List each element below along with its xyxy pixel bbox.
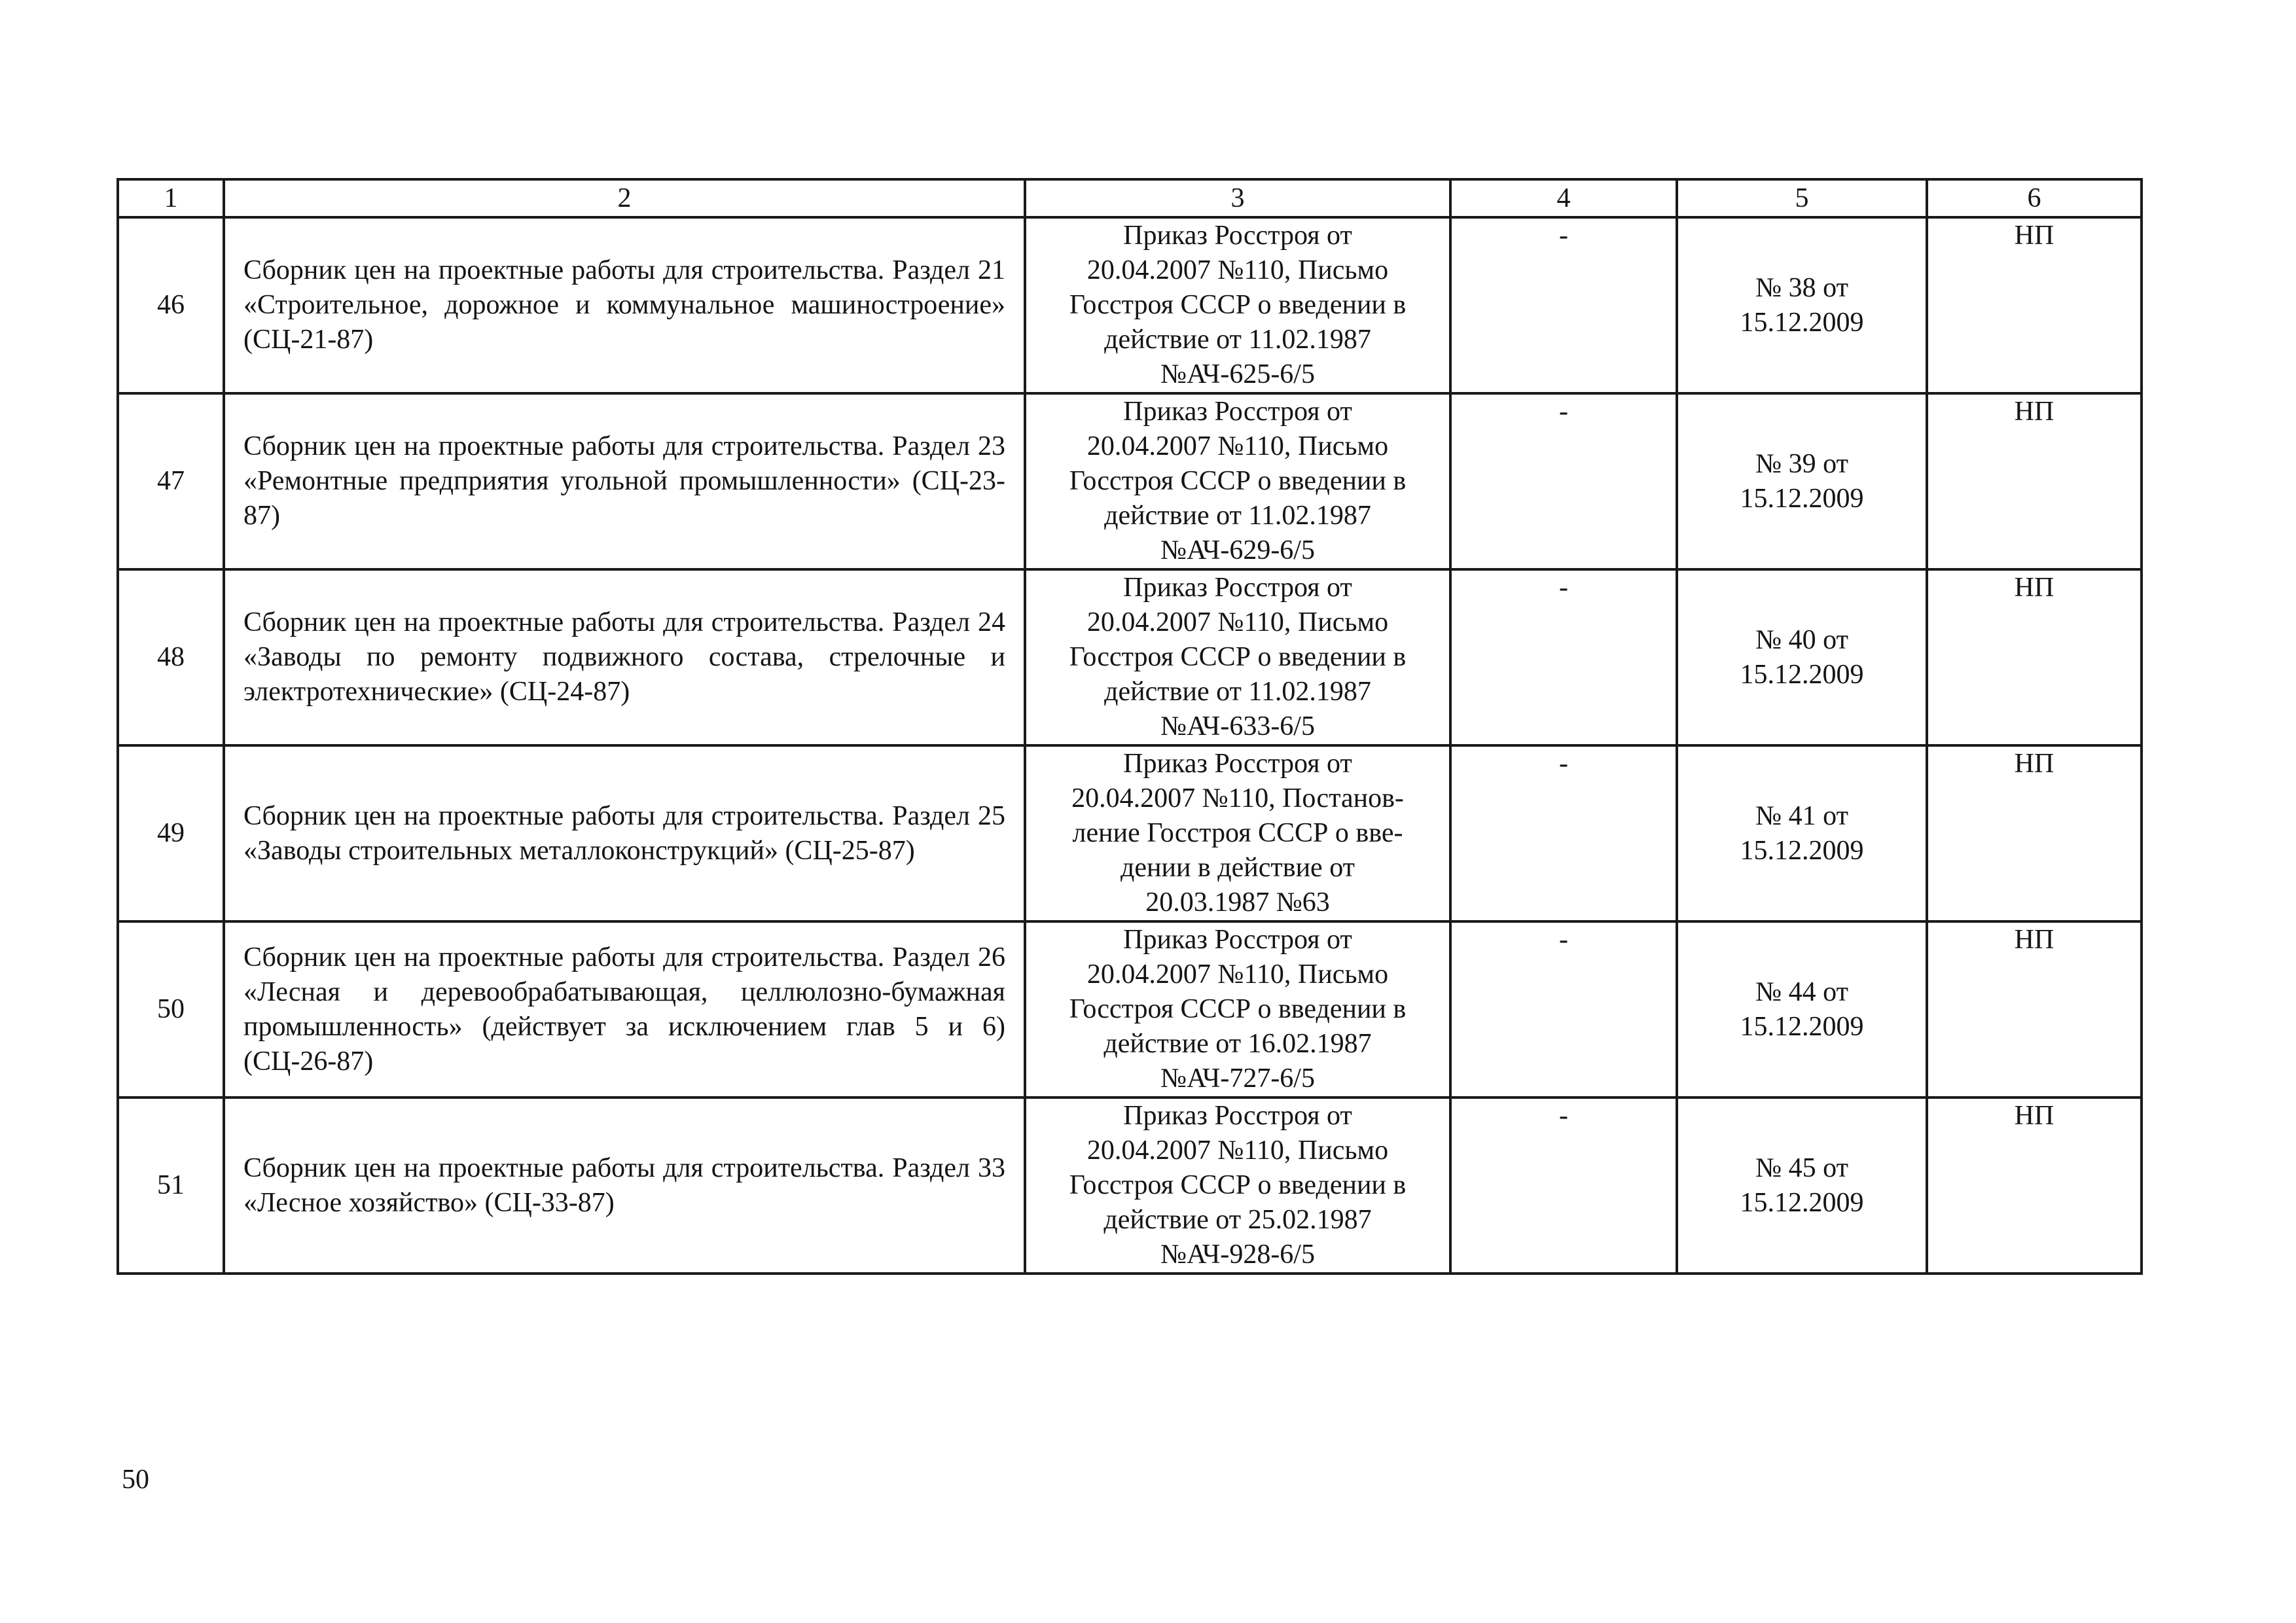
approval-basis-line: Приказ Росстроя от <box>1123 221 1352 251</box>
status-cell: НП <box>1927 921 2142 1097</box>
registration-line: 15.12.2009 <box>1740 1011 1864 1042</box>
document-title-cell <box>224 393 1025 569</box>
registration-cell <box>1677 921 1927 1097</box>
row-number: 50 <box>118 921 224 1097</box>
column-header-6: 6 <box>1927 179 2142 217</box>
registration-cell <box>1677 1097 1927 1274</box>
approval-basis-line: Госстроя СССР о введении в <box>1069 994 1407 1024</box>
registration-line: 15.12.2009 <box>1740 307 1864 338</box>
approval-basis-line: Госстроя СССР о введении в <box>1069 290 1407 320</box>
status-cell: НП <box>1927 569 2142 745</box>
approval-basis-cell <box>1025 745 1450 921</box>
column-4-value: - <box>1450 569 1677 745</box>
table-row <box>118 217 2142 393</box>
approval-basis-line: Приказ Росстроя от <box>1123 397 1352 427</box>
document-title: Сборник цен на проектные работы для строительства. Раздел 21 «Строительное, дорожное и коммунальное машиностроение» (СЦ-21-87) <box>243 255 1005 355</box>
document-title: Сборник цен на проектные работы для строительства. Раздел 25 «Заводы строительных металлоконструкций» (СЦ-25-87) <box>243 800 1005 866</box>
approval-basis-line: действие от 11.02.1987 <box>1104 501 1371 531</box>
approval-basis-line: действие от 16.02.1987 <box>1103 1029 1372 1059</box>
approval-basis-line: №АЧ-625-6/5 <box>1160 359 1315 389</box>
row-number: 46 <box>118 217 224 393</box>
status-cell: НП <box>1927 745 2142 921</box>
status-cell: НП <box>1927 393 2142 569</box>
approval-basis-cell <box>1025 393 1450 569</box>
approval-basis-cell <box>1025 569 1450 745</box>
registration-cell <box>1677 393 1927 569</box>
approval-basis-line: Госстроя СССР о введении в <box>1069 642 1407 672</box>
table-row <box>118 569 2142 745</box>
document-title: Сборник цен на проектные работы для строительства. Раздел 33 «Лесное хозяйство» (СЦ-33-87) <box>243 1152 1005 1218</box>
approval-basis-line: 20.04.2007 №110, Постанов- <box>1071 783 1404 813</box>
approval-basis-cell <box>1025 217 1450 393</box>
document-title: Сборник цен на проектные работы для строительства. Раздел 23 «Ремонтные предприятия угольной промышленности» (СЦ-23-87) <box>243 431 1005 531</box>
column-header-2: 2 <box>224 179 1025 217</box>
status-cell: НП <box>1927 1097 2142 1274</box>
approval-basis-line: Приказ Росстроя от <box>1123 1101 1352 1131</box>
document-title-cell <box>224 569 1025 745</box>
registration-line: 15.12.2009 <box>1740 483 1864 514</box>
approval-basis-line: действие от 11.02.1987 <box>1104 325 1371 355</box>
header-row <box>118 179 2142 217</box>
registration-line: № 41 от <box>1755 800 1848 831</box>
row-number: 51 <box>118 1097 224 1274</box>
approval-basis-line: 20.04.2007 №110, Письмо <box>1086 431 1389 461</box>
document-title-cell <box>224 217 1025 393</box>
column-4-value: - <box>1450 1097 1677 1274</box>
row-number: 47 <box>118 393 224 569</box>
page-number: 50 <box>122 1465 149 1495</box>
registration-line: № 45 от <box>1755 1152 1848 1183</box>
approval-basis-line: 20.04.2007 №110, Письмо <box>1086 1135 1389 1166</box>
column-4-value: - <box>1450 217 1677 393</box>
column-4-value: - <box>1450 745 1677 921</box>
row-number: 48 <box>118 569 224 745</box>
approval-basis-line: №АЧ-727-6/5 <box>1160 1063 1315 1094</box>
registration-cell <box>1677 569 1927 745</box>
registration-cell <box>1677 745 1927 921</box>
column-4-value: - <box>1450 921 1677 1097</box>
status-cell: НП <box>1927 217 2142 393</box>
approval-basis-line: Приказ Росстроя от <box>1123 573 1352 603</box>
table-row <box>118 921 2142 1097</box>
approval-basis-line: 20.03.1987 №63 <box>1145 887 1330 918</box>
column-header-1: 1 <box>118 179 224 217</box>
approval-basis-line: дении в действие от <box>1120 853 1355 883</box>
registration-line: № 39 от <box>1755 448 1848 479</box>
approval-basis-cell <box>1025 1097 1450 1274</box>
approval-basis-line: Госстроя СССР о введении в <box>1069 1170 1407 1200</box>
registration-line: № 44 от <box>1755 976 1848 1007</box>
approval-basis-line: №АЧ-928-6/5 <box>1160 1240 1315 1270</box>
approval-basis-cell <box>1025 921 1450 1097</box>
registration-cell <box>1677 217 1927 393</box>
document-title: Сборник цен на проектные работы для строительства. Раздел 26 «Лесная и деревообрабатывающая, целлюлозно-бумажная промышленность» (действует за исключением глав 5 и 6) (СЦ-26-87) <box>243 942 1005 1077</box>
approval-basis-line: Приказ Росстроя от <box>1123 925 1352 955</box>
approval-basis-line: ление Госстроя СССР о вве- <box>1072 818 1403 848</box>
approval-basis-line: Госстроя СССР о введении в <box>1069 466 1407 496</box>
registration-line: 15.12.2009 <box>1740 1187 1864 1218</box>
column-header-5: 5 <box>1677 179 1927 217</box>
column-header-3: 3 <box>1025 179 1450 217</box>
approval-basis-line: Приказ Росстроя от <box>1123 749 1352 779</box>
document-title-cell <box>224 1097 1025 1274</box>
document-title: Сборник цен на проектные работы для строительства. Раздел 24 «Заводы по ремонту подвижного состава, стрелочные и электротехнические» (СЦ-24-87) <box>243 607 1005 707</box>
approval-basis-line: №АЧ-633-6/5 <box>1160 711 1315 741</box>
approval-basis-line: 20.04.2007 №110, Письмо <box>1086 607 1389 637</box>
approval-basis-line: действие от 25.02.1987 <box>1103 1205 1372 1235</box>
row-number: 49 <box>118 745 224 921</box>
table-body <box>118 179 2142 1274</box>
registration-line: № 40 от <box>1755 624 1848 655</box>
approval-basis-line: действие от 11.02.1987 <box>1104 677 1371 707</box>
document-title-cell <box>224 745 1025 921</box>
table-row <box>118 393 2142 569</box>
approval-basis-line: 20.04.2007 №110, Письмо <box>1086 959 1389 990</box>
column-header-4: 4 <box>1450 179 1677 217</box>
registration-line: 15.12.2009 <box>1740 835 1864 866</box>
table-row <box>118 745 2142 921</box>
column-4-value: - <box>1450 393 1677 569</box>
table-row <box>118 1097 2142 1274</box>
registry-table <box>117 178 2143 1275</box>
approval-basis-line: 20.04.2007 №110, Письмо <box>1086 255 1389 285</box>
registration-line: № 38 от <box>1755 272 1848 303</box>
approval-basis-line: №АЧ-629-6/5 <box>1160 535 1315 565</box>
registration-line: 15.12.2009 <box>1740 659 1864 690</box>
document-title-cell <box>224 921 1025 1097</box>
